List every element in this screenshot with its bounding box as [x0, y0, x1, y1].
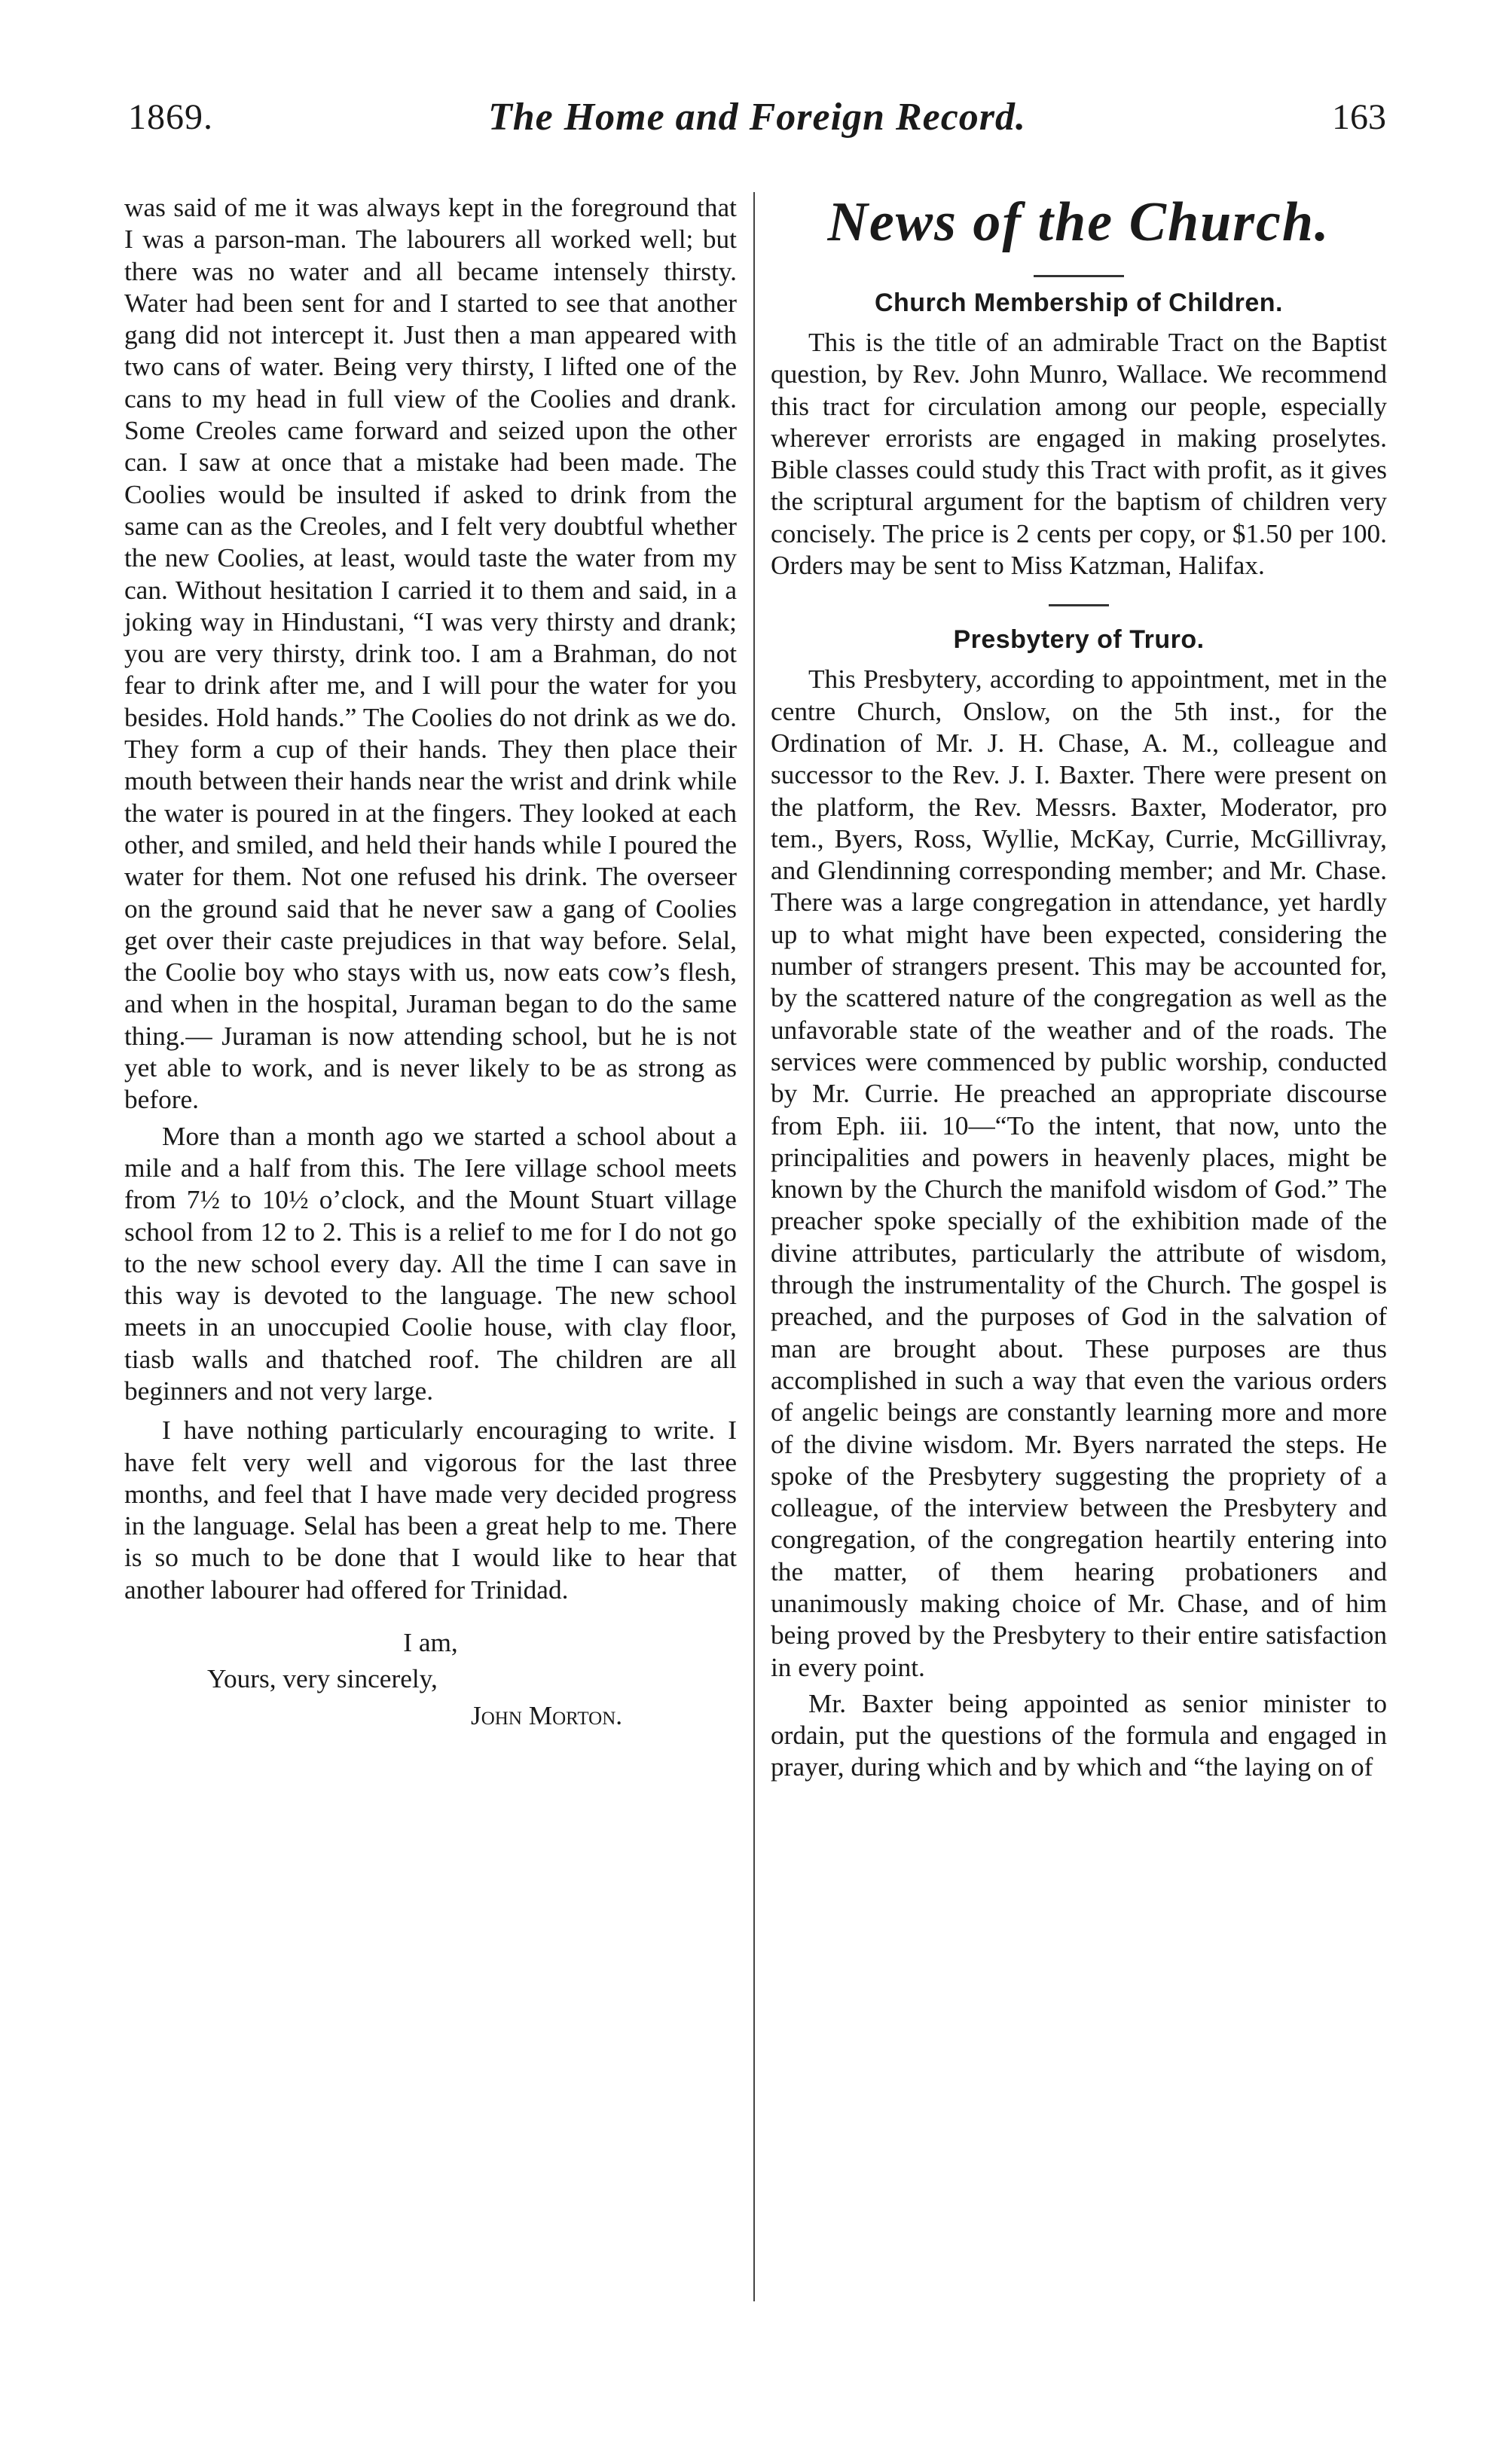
- column-divider: [753, 192, 755, 2301]
- presbytery-paragraph-2: Mr. Baxter being appointed as senior minister to ordain, put the questions of the formula and engaged in prayer, during which and by which and “the laying on of: [771, 1688, 1387, 1782]
- section-heading-presbytery: Presbytery of Truro.: [953, 625, 1205, 655]
- right-column: [771, 192, 1387, 1784]
- title-rule: [1034, 275, 1124, 277]
- membership-paragraph: This is the title of an admirable Tract on the Baptist question, by Rev. John Munro, Wallace. We recommend this tract for circulation among our people, especially wherever errorists are engaged in making proselytes. Bible classes could study this Tract with profit, as it gives the scriptural argument for the baptism of children very concisely. The price is 2 cents per copy, or $1.50 per 100. Orders may be sent to Miss Katzman, Halifax.: [771, 328, 1387, 581]
- header-page-number: 163: [1332, 97, 1386, 137]
- letter-valediction: Yours, very sincerely,: [207, 1664, 438, 1694]
- news-section-title: News of the Church.: [827, 191, 1330, 253]
- section-heading-membership: Church Membership of Children.: [874, 289, 1284, 317]
- letter-closing: I am,: [403, 1628, 458, 1658]
- left-paragraph-3: I have nothing particularly encouraging to write. I have felt very well and vigorous for the last three months, and feel that I have made very decided progress in the language. Selal has been a great help to me. There is so much to be done that I would like to hear that another labourer had offered for Trinidad.: [124, 1415, 737, 1605]
- header-title: The Home and Foreign Record.: [487, 96, 1027, 139]
- letter-signature: John Morton.: [471, 1700, 623, 1730]
- presbytery-paragraph-1: This Presbytery, according to appointment, met in the centre Church, Onslow, on the 5th inst., for the Ordination of Mr. J. H. Chase, A. M., colleague and successor to the Rev. J. I. Baxter. There were present on the platform, the Rev. Messrs. Baxter, Moderator, pro tem., Byers, Ross, Wyllie, McKay, Currie, McGillivray, and Glendinning corresponding member; and Mr. Chase. There was a large congregation in attendance, yet hardly up to what might have been expected, considering the number of strangers present. This may be accounted for, by the scattered nature of the congregation as well as the unfavorable state of the weather and of the roads. The services were commenced by public worship, conducted by Mr. Currie. He preached an appropriate discourse from Eph. iii. 10—“To the intent, that now, unto the principalities and powers in heavenly places, might be known by the Church the manifold wisdom of God.” The preacher spoke specially of the exhibition made of the divine attributes, particularly the attribute of wisdom, through the instrumentality of the Church. The gospel is preached, and the purposes of God in the salvation of man are brought about. These purposes are thus accomplished in such a way that even the various orders of angelic beings are constantly learning more and more of the divine wisdom. Mr. Byers narrated the steps. He spoke of the Presbytery suggesting the propriety of a colleague, of the interview between the Presbytery and congregation, of the congregation heartily entering into the matter, of them hearing probationers and unanimously making choice of Mr. Chase, and of him being proved by the Presbytery to their entire satisfaction in every point.: [771, 664, 1387, 1682]
- running-header: [128, 96, 1386, 157]
- header-year: 1869.: [128, 97, 213, 137]
- left-paragraph-1: was said of me it was always kept in the foreground that I was a parson-man. The labourers all worked well; but there was no water and all became intensely thirsty. Water had been sent for and I started to see that another gang did not intercept it. Just then a man appeared with two cans of water. Being very thirsty, I lifted one of the cans to my head in full view of the Coolies and drank. Some Creoles came forward and seized upon the other can. I saw at once that a mistake had been made. The Coolies would be insulted if asked to drink from the same can as the Creoles, and I felt very doubtful whether the new Coolies, at least, would taste the water from my can. Without hesitation I carried it to them and said, in a joking way in Hindustani, “I was very thirsty and drank; you are very thirsty, drink too. I am a Brahman, do not fear to drink after me, and I will pour the water for you besides. Hold hands.” The Coolies do not drink as we do. They form a cup of their hands. They then place their mouth between their hands near the wrist and drink while the water is poured in at the fingers. They looked at each other, and smiled, and held their hands while I poured the water for them. Not one refused his drink. The overseer on the ground said that he never saw a gang of Coolies get over their caste prejudices in that way before. Selal, the Coolie boy who stays with us, now eats cow’s flesh, and when in the hospital, Juraman began to do the same thing.— Juraman is now attending school, but he is not yet able to work, and is never likely to be as strong as before.: [124, 193, 737, 1115]
- section-rule: [1049, 604, 1109, 606]
- left-column: [124, 192, 737, 1732]
- left-paragraph-2: More than a month ago we started a school about a mile and a half from this. The Iere village school meets from 7½ to 10½ o’clock, and the Mount Stuart village school from 12 to 2. This is a relief to me for I do not go to the new school every day. All the time I can save in this way is devoted to the language. The new school meets in an unoccupied Coolie house, with clay floor, tiasb walls and thatched roof. The children are all beginners and not very large.: [124, 1121, 737, 1406]
